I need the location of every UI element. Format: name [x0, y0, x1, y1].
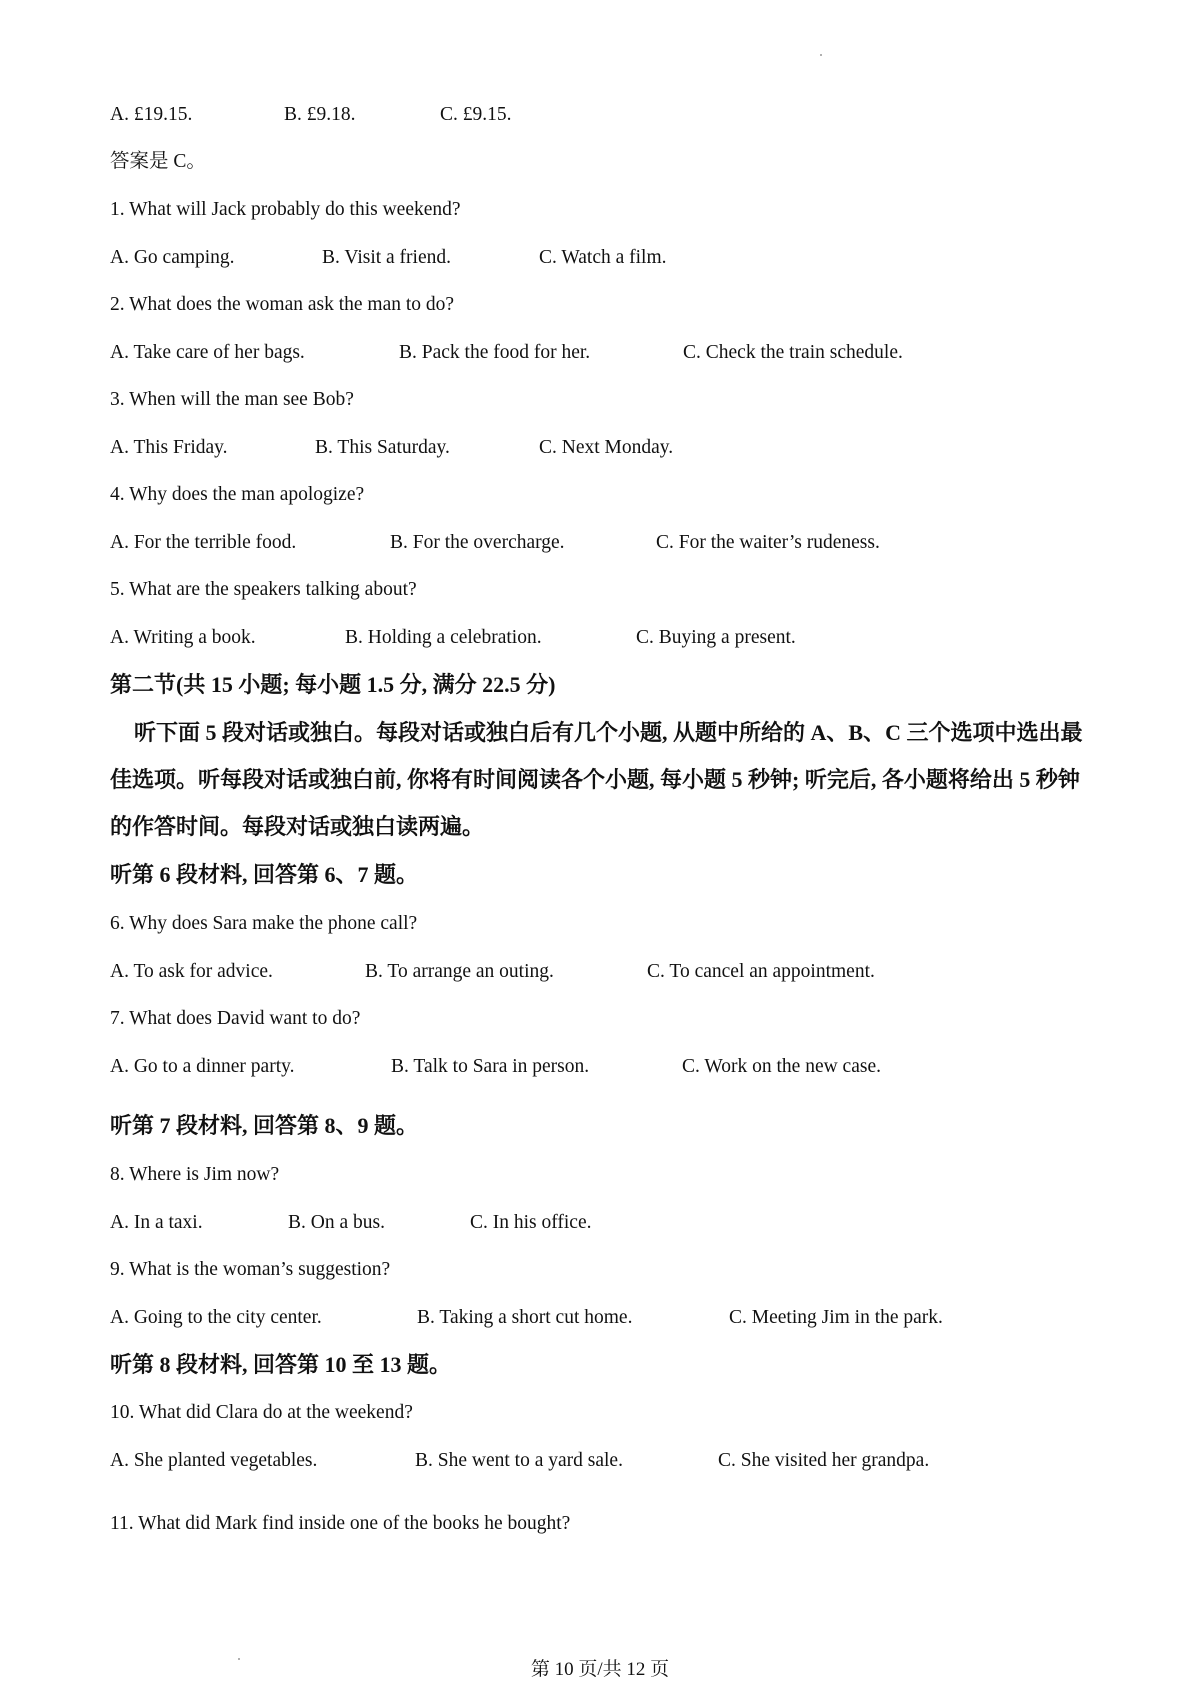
section-2-instructions: 听下面 5 段对话或独白。每段对话或独白后有几个小题, 从题中所给的 A、B、C 三个选项中选出最佳选项。听每段对话或独白前, 你将有时间阅读各个小题, 每小题 5 秒钟; 听完后, 各小题将给出 5 秒钟的作答时间。每段对话或独白读两遍。 — [110, 720, 1083, 839]
question-6: 6. Why does Sara make the phone call? — [110, 913, 418, 934]
question-1: 1. What will Jack probably do this weekend? — [110, 199, 461, 220]
option-a: A. This Friday. — [110, 437, 228, 458]
option-b: B. £9.18. — [284, 104, 356, 125]
question-10: 10. What did Clara do at the weekend? — [110, 1402, 413, 1423]
material-8-heading: 听第 8 段材料, 回答第 10 至 13 题。 — [110, 1352, 452, 1377]
option-c: C. To cancel an appointment. — [647, 961, 875, 982]
option-b: B. Taking a short cut home. — [417, 1307, 633, 1328]
material-6-heading: 听第 6 段材料, 回答第 6、7 题。 — [110, 862, 419, 887]
material-7-heading: 听第 7 段材料, 回答第 8、9 题。 — [110, 1113, 419, 1138]
option-a: A. Going to the city center. — [110, 1307, 322, 1328]
option-c: C. Next Monday. — [539, 437, 674, 458]
page-footer: 第 10 页/共 12 页 — [530, 1659, 670, 1680]
option-c: C. Watch a film. — [539, 247, 667, 268]
option-a: A. £19.15. — [110, 104, 193, 125]
question-11: 11. What did Mark find inside one of the books he bought? — [110, 1513, 571, 1534]
option-b: B. She went to a yard sale. — [415, 1450, 623, 1471]
question-8: 8. Where is Jim now? — [110, 1164, 280, 1185]
question-5: 5. What are the speakers talking about? — [110, 579, 417, 600]
option-a: A. Writing a book. — [110, 627, 256, 648]
section-2-title: 第二节(共 15 小题; 每小题 1.5 分, 满分 22.5 分) — [110, 672, 556, 697]
option-b: B. Pack the food for her. — [399, 342, 591, 363]
option-a: A. In a taxi. — [110, 1212, 203, 1233]
option-c: C. Check the train schedule. — [683, 342, 903, 363]
question-2: 2. What does the woman ask the man to do? — [110, 294, 455, 315]
option-b: B. Talk to Sara in person. — [391, 1056, 590, 1077]
answer-note: 答案是 C。 — [110, 151, 206, 172]
option-c: C. In his office. — [470, 1212, 592, 1233]
option-c: C. For the waiter’s rudeness. — [656, 532, 880, 553]
scan-speck — [820, 54, 822, 56]
option-a: A. To ask for advice. — [110, 961, 273, 982]
option-c: C. Work on the new case. — [682, 1056, 881, 1077]
option-b: B. This Saturday. — [315, 437, 450, 458]
option-b: B. To arrange an outing. — [365, 961, 554, 982]
question-7: 7. What does David want to do? — [110, 1008, 361, 1029]
question-3: 3. When will the man see Bob? — [110, 389, 354, 410]
option-c: C. £9.15. — [440, 104, 512, 125]
option-b: B. On a bus. — [288, 1212, 385, 1233]
option-b: B. Visit a friend. — [322, 247, 451, 268]
option-a: A. Take care of her bags. — [110, 342, 305, 363]
option-a: A. Go camping. — [110, 247, 235, 268]
option-b: B. For the overcharge. — [390, 532, 565, 553]
option-a: A. She planted vegetables. — [110, 1450, 318, 1471]
option-c: C. Buying a present. — [636, 627, 796, 648]
option-a: A. Go to a dinner party. — [110, 1056, 295, 1077]
option-a: A. For the terrible food. — [110, 532, 297, 553]
question-9: 9. What is the woman’s suggestion? — [110, 1259, 391, 1280]
option-c: C. She visited her grandpa. — [718, 1450, 930, 1471]
option-c: C. Meeting Jim in the park. — [729, 1307, 943, 1328]
option-b: B. Holding a celebration. — [345, 627, 542, 648]
question-4: 4. Why does the man apologize? — [110, 484, 365, 505]
